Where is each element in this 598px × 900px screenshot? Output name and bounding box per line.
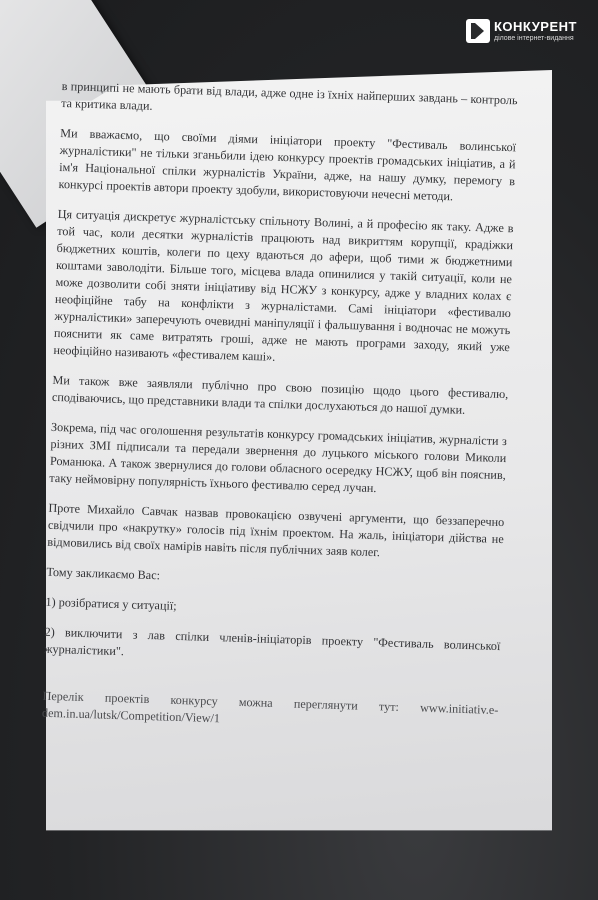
- k-logo-icon: [466, 19, 490, 43]
- paragraph-9: 2) виключити з лав спілки членів-ініціаторів проекту "Фестиваль волинської журналістики".: [43, 624, 501, 659]
- site-logo: [466, 16, 590, 46]
- paragraph-3: Ця ситуація дискретує журналістську спільноту Волині, а й професію як таку. Адже в той час, коли десятки журналістів працюють над викриттям корупції, крадіжки бюджетних коштів, колеги по цеху вдаються до афери, щоб тими ж бюджетними коштами заволодіти. Більше того, місцева влада опинилися у такій ситуації, коли не може дозволити собі зняти ініціативу від НСЖУ з конкурсу, адже у владних колах є неофіційне табу на конфлікти з журналістами. Самі ініціатори «фестивалю журналістики» заперечують очевидні маніпуляції і фальшування і водночас не можуть пояснити як саме витратять гроші, адже не мають програми заходу, який уже неофіційно називають «фестивалем каші».: [53, 206, 514, 364]
- paragraph-8: 1) розібратися у ситуації;: [45, 594, 177, 613]
- paragraph-1: в принципі не мають брати від влади, адже одне із їхніх найперших завдань – контроль та критика влади.: [60, 78, 518, 113]
- logo-text: [494, 20, 577, 43]
- document-body: [41, 78, 517, 749]
- paragraph-5: Зокрема, під час оголошення результатів конкурсу громадських ініціатив, журналісти з різних ЗМІ підписали та передали звернення до луцького міського голови Миколи Романюка. А також звернулися до голови обласного осередку НСЖУ, щоб він пояснив, таку неймовірну популярність їхнього фестивалю серед лучан.: [49, 419, 508, 496]
- logo-name: КОНКУРЕНТ: [494, 18, 577, 34]
- paragraph-7: Тому закликаємо Вас:: [46, 564, 161, 583]
- footer-note: Перелік проектів конкурсу можна переглянути тут: www.initiativ.e-dem.in.ua/lutsk/Competition/View/1: [41, 688, 499, 726]
- logo-tagline: ділове інтернет-видання: [494, 34, 574, 42]
- paragraph-2: Ми вважаємо, що своїми діями ініціатори проекту "Фестиваль волинської журналістики" не тільки зганьбили ідею конкурсу проектів громадських ініціатив, а й ім'я Національної спілки журналістів України, адже, на нашу думку, перемогу в конкурсі проектів автори проекту здобули, використовуючи нечесні методи.: [58, 125, 517, 204]
- paragraph-4: Ми також вже заявляли публічно про свою позицію щодо цього фестивалю, сподіваючись, що представники влади та спілки дослухаються до нашої думки.: [51, 372, 509, 417]
- paragraph-6: Проте Михайло Савчак назвав провокацією озвучені аргументи, що беззаперечно свідчили про «накрутку» голосів під їхнім проектом. На жаль, ініціатори дійства не відмовились від своїх намірів навіть після публічних заяв колег.: [47, 500, 505, 560]
